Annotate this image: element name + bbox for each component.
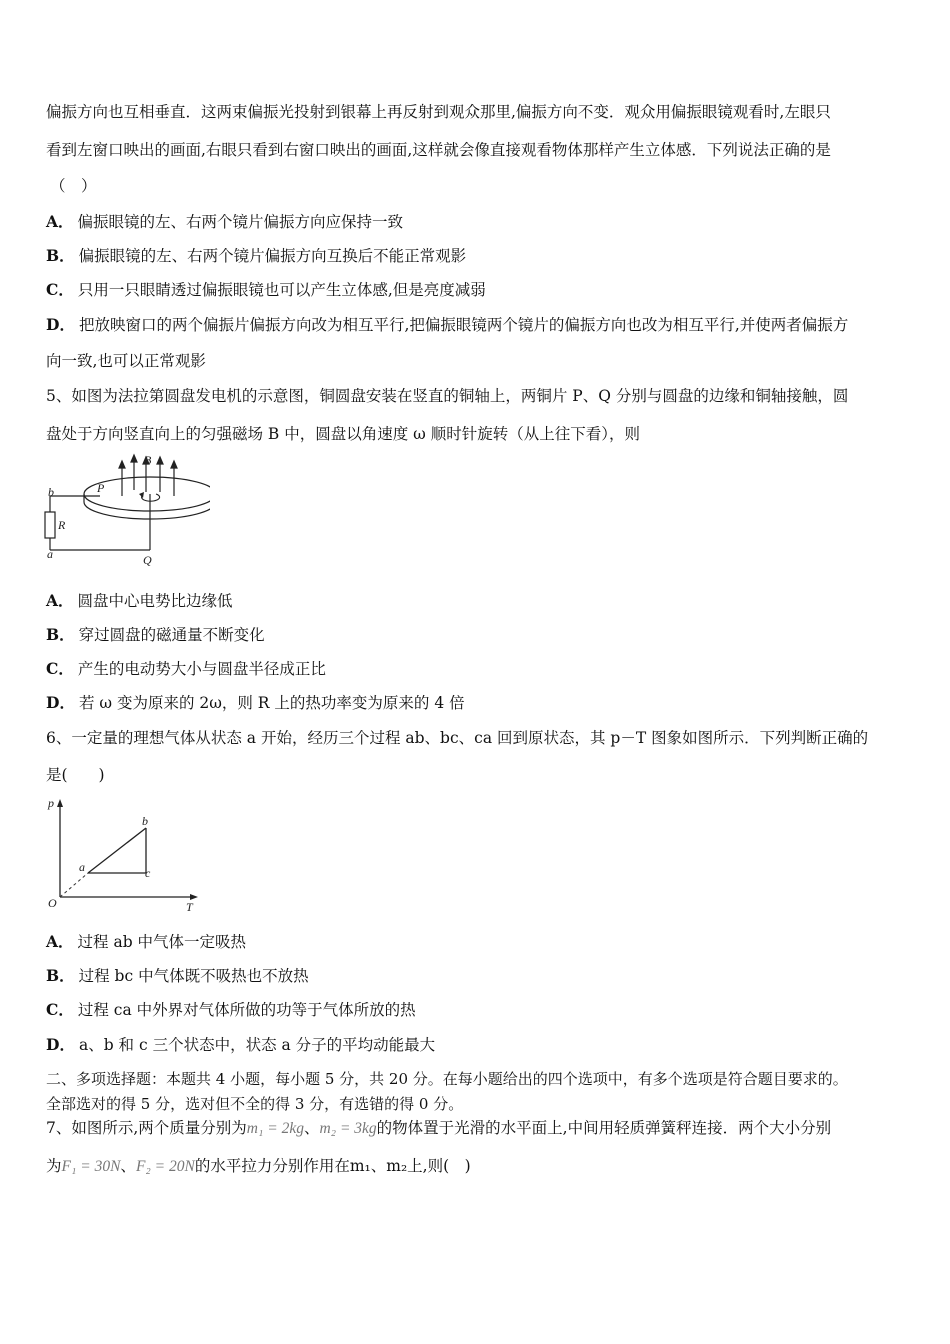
axis-label-p: p <box>48 796 54 810</box>
origin-label: O <box>48 896 57 910</box>
section2-heading-2: 全部选对的得 5 分，选对但不全的得 3 分，有选错的得 0 分。 <box>46 1095 464 1113</box>
label-a: a <box>47 547 53 561</box>
point-label-c: c <box>145 866 151 880</box>
q6-stem-2: 是( ) <box>46 766 105 784</box>
axis-label-t: T <box>186 900 193 914</box>
force-f2: F₂ = 20N <box>135 1158 195 1175</box>
q4-option-c: C． 只用一只眼睛透过偏振眼镜也可以产生立体感,但是亮度减弱 <box>46 280 486 299</box>
q5-stem-2: 盘处于方向竖直向上的匀强磁场 B 中，圆盘以角速度 ω 顺时针旋转（从上往下看），则 <box>46 425 640 443</box>
label-r: R <box>58 518 66 532</box>
q5-option-a: A． 圆盘中心电势比边缘低 <box>46 591 233 610</box>
q4-option-b: B． 偏振眼镜的左、右两个镜片偏振方向互换后不能正常观影 <box>46 246 467 265</box>
q6-stem-1: 6、一定量的理想气体从状态 a 开始，经历三个过程 ab、bc、ca 回到原状态，其 p－T 图象如图所示．下列判断正确的 <box>46 729 869 747</box>
q4-option-a: A． 偏振眼镜的左、右两个镜片偏振方向应保持一致 <box>46 212 404 231</box>
section2-heading-1: 二、多项选择题：本题共 4 小题，每小题 5 分，共 20 分。在每小题给出的四个选项中，有多个选项是符合题目要求的。 <box>46 1070 848 1088</box>
q6-option-c: C． 过程 ca 中外界对气体所做的功等于气体所放的热 <box>46 1000 416 1019</box>
q4-option-d: D． 把放映窗口的两个偏振片偏振方向改为相互平行,把偏振眼镜两个镜片的偏振方向也改为相互平行,并使两者偏振方 <box>46 315 849 334</box>
intro-line-2: 看到左窗口映出的画面,右眼只看到右窗口映出的画面,这样就会像直接观看物体那样产生立体感．下列说法正确的是 <box>46 141 831 159</box>
q6-option-d: D． a、b 和 c 三个状态中，状态 a 分子的平均动能最大 <box>46 1035 436 1054</box>
q7-stem-1: 7、如图所示,两个质量分别为m₁ = 2kg、m₂ = 3kg的物体置于光滑的水平面上,中间用轻质弹簧秤连接．两个大小分别 <box>46 1119 832 1137</box>
force-f1: F₁ = 30N <box>61 1158 121 1175</box>
q4-option-d-cont: 向一致,也可以正常观影 <box>46 352 206 370</box>
intro-line-1: 偏振方向也互相垂直．这两束偏振光投射到银幕上再反射到观众那里,偏振方向不变．观众用偏振眼镜观看时,左眼只 <box>46 103 831 121</box>
mass-m1: m₁ = 2kg <box>246 1120 304 1137</box>
q5-option-b: B． 穿过圆盘的磁通量不断变化 <box>46 625 265 644</box>
label-b: b <box>48 485 54 499</box>
point-label-a: a <box>79 860 85 874</box>
point-label-b: b <box>142 814 148 828</box>
p-t-graph-figure <box>40 793 205 918</box>
label-p: P <box>97 481 105 495</box>
label-q: Q <box>143 553 152 567</box>
label-field-b: B <box>144 453 152 467</box>
answer-blank: （ ） <box>50 177 97 195</box>
q5-stem-1: 5、如图为法拉第圆盘发电机的示意图，铜圆盘安装在竖直的铜轴上，两铜片 P、Q 分别与圆盘的边缘和铜轴接触，圆 <box>46 387 849 405</box>
faraday-disk-figure <box>40 452 210 572</box>
q5-option-d: D． 若 ω 变为原来的 2ω，则 R 上的热功率变为原来的 4 倍 <box>46 693 465 712</box>
q6-option-b: B． 过程 bc 中气体既不吸热也不放热 <box>46 966 309 985</box>
q7-stem-2: 为F₁ = 30N、F₂ = 20N的水平拉力分别作用在m₁、m₂上,则( ) <box>46 1157 471 1175</box>
q6-option-a: A． 过程 ab 中气体一定吸热 <box>46 932 247 951</box>
q5-option-c: C． 产生的电动势大小与圆盘半径成正比 <box>46 659 326 678</box>
mass-m2: m₂ = 3kg <box>319 1120 377 1137</box>
